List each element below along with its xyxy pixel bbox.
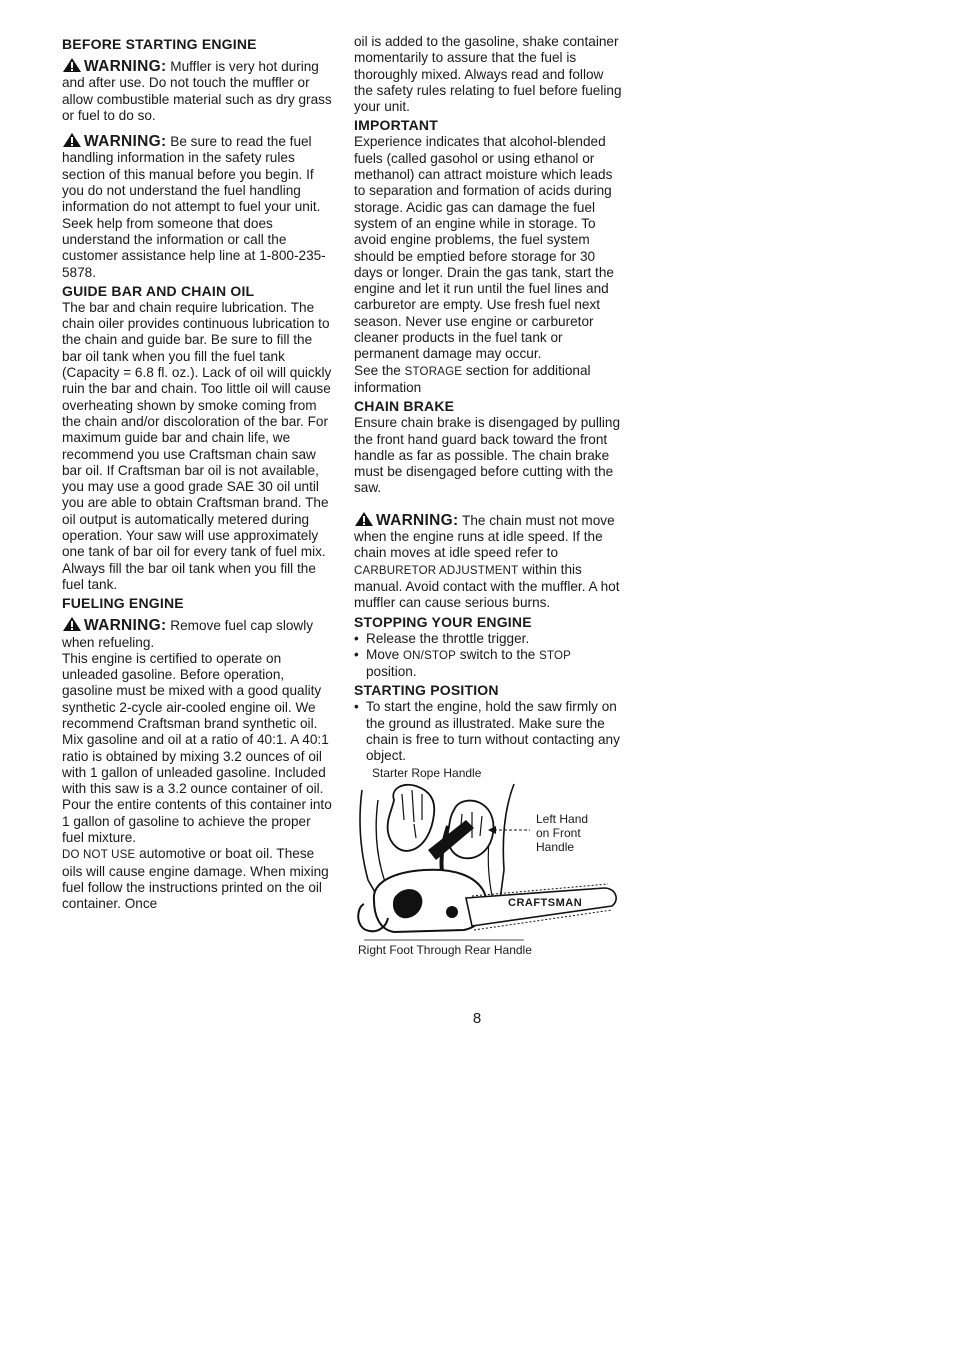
warning-triangle-icon [62, 616, 82, 632]
list-item-text: Release the throttle trigger. [366, 630, 530, 646]
bullet-icon: • [354, 699, 359, 715]
warning-fuel-cap [62, 616, 332, 651]
warning-label: WARNING: [84, 133, 167, 151]
warning-text: Be sure to read the fuel handling information in the safety rules section of this manual before you begin. If you do not understand the fuel handling information do not attempt to fuel your unit. Seek help from someone that does understand the information or call the customer assistance help line at 1-800-235-5878. [62, 134, 326, 280]
guide-bar-heading: GUIDE BAR AND CHAIN OIL [62, 282, 255, 299]
fuel-text-2 [62, 846, 332, 912]
guide-bar-text: The bar and chain require lubrication. The chain oiler provides continuous lubrication to the chain and guide bar. Be sure to fill the bar oil tank when you fill the fuel tank (Capacity = 6.8 fl. oz.). Lack of oil will quickly ruin the bar and chain. Too little oil will cause overheating shown by smoke coming from the chain and/or discoloration of the bar. For maximum guide bar and chain life, we recommend you use Craftsman chain saw bar oil. If Craftsman bar oil is not available, you may use a good grade SAE 30 oil until you are able to obtain Craftsman brand. The oil output is automatically metered during operation. Your saw will use approximately one tank of bar oil for every tank of fuel mix. Always fill the bar oil tank when you fill the fuel tank. [62, 299, 332, 592]
warning-text: Remove fuel cap slowly when refueling. [62, 618, 314, 650]
warning-muffler [62, 57, 332, 124]
warning-chain-idle [354, 511, 624, 612]
warning-label: WARNING: [84, 58, 167, 75]
stopping-list [354, 631, 624, 681]
important-heading: IMPORTANT [354, 117, 438, 134]
warning-label: WARNING: [84, 617, 167, 635]
before-starting-heading: BEFORE STARTING ENGINE [62, 36, 257, 52]
list-item [354, 647, 624, 681]
starting-position-heading: STARTING POSITION [354, 682, 499, 699]
chainsaw-start-illustration [354, 780, 624, 950]
list-item-text: Move [366, 646, 400, 662]
list-item-text-mid: switch to the [459, 646, 536, 662]
list-item-text-post: position. [366, 664, 417, 680]
starting-list [354, 699, 624, 764]
fuel-text-2-body: automotive or boat oil. These oils will cause engine damage. When mixing fuel follow the instructions printed on the oil container. Once [62, 846, 329, 912]
brand-logo: CRAFTSMAN [508, 896, 583, 909]
left-hand-line2: on Front [536, 825, 581, 840]
fuel-text: This engine is certified to operate on unleaded gasoline. Before operation, gasoline must be mixed with a good quality synthetic 2-cycle air-cooled engine oil. We recommend Craftsman brand synthetic oil. Mix gasoline and oil at a ratio of 40:1. A 40:1 ratio is obtained by mixing 3.2 ounces of oil with 1 gallon of unleaded gasoline. Included with this saw is a 3.2 ounce container of oil. Pour the entire contents of this container into 1 gallon of gasoline to achieve the proper fuel mixture. [62, 650, 332, 846]
see-pre: See the [354, 362, 401, 378]
stopping-engine-heading: STOPPING YOUR ENGINE [354, 613, 532, 630]
do-not-use-label: DO NOT USE [62, 849, 136, 862]
warning-text-post: within this manual. Avoid contact with the muffler. A hot muffler can cause serious burns. [354, 561, 620, 611]
left-column [62, 34, 332, 913]
chain-brake-text: Ensure chain brake is disengaged by pulling the front hand guard back toward the front handle as far as possible. The chain brake must be disengaged before cutting with the saw. [354, 415, 621, 496]
figure-label-starter-rope: Starter Rope Handle [372, 765, 482, 780]
left-hand-line1: Left Hand [536, 811, 589, 826]
bullet-icon: • [354, 630, 359, 646]
list-item [354, 699, 624, 764]
see-post: section for additional information [354, 362, 591, 395]
starting-position-illustration [354, 766, 624, 956]
left-hand-line3: Handle [536, 839, 575, 854]
see-storage-text [354, 363, 624, 397]
bullet-icon: • [354, 646, 359, 662]
storage-ref: STORAGE [404, 365, 463, 378]
warning-triangle-icon [62, 57, 82, 73]
figure-label-right-foot: Right Foot Through Rear Handle [358, 942, 532, 957]
warning-text: Muffler is very hot during and after use. Do not touch the muffler or allow combustible material such as dry grass or fuel to do so. [62, 59, 332, 123]
warning-fuel-handling [62, 132, 332, 281]
right-column [354, 34, 624, 956]
stop-ref: STOP [539, 649, 572, 662]
page-number: 8 [472, 1010, 482, 1027]
carburetor-adjustment-ref: CARBURETOR ADJUSTMENT [354, 564, 519, 577]
warning-label: WARNING: [376, 511, 459, 529]
on-stop-ref: ON/STOP [403, 649, 456, 662]
list-item-text: To start the engine, hold the saw firmly on the ground as illustrated. Make sure the chain is free to turn without contacting any object. [366, 699, 620, 764]
fueling-engine-heading: FUELING ENGINE [62, 595, 184, 612]
continued-text: oil is added to the gasoline, shake container momentarily to assure that the fuel is thoroughly mixed. Always read and follow the safety rules relating to fuel before fueling your unit. [354, 34, 622, 115]
warning-text: The chain must not move when the engine runs at idle speed. If the chain moves at idle speed refer to [354, 512, 615, 561]
warning-triangle-icon [354, 511, 374, 527]
warning-triangle-icon [62, 132, 82, 148]
important-text: Experience indicates that alcohol-blended fuels (called gasohol or using ethanol or methanol) can attract moisture which leads to separation and formation of acids during storage. Acidic gas can damage the fuel system of an engine while in storage. To avoid engine problems, the fuel system should be emptied before storage for 30 days or longer. Drain the gas tank, start the engine and let it run until the fuel lines and carburetor are empty. Use fresh fuel next season. Never use engine or carburetor cleaner products in the fuel tank or permanent damage may occur. [354, 134, 614, 362]
figure-label-left-hand [536, 812, 588, 854]
list-item [354, 631, 624, 647]
chain-brake-heading: CHAIN BRAKE [354, 398, 455, 415]
